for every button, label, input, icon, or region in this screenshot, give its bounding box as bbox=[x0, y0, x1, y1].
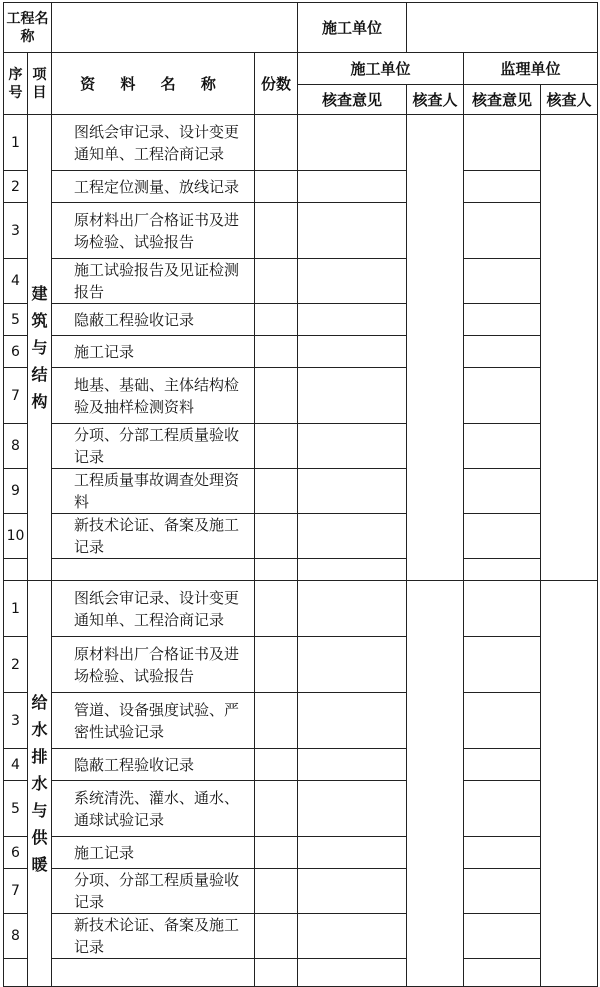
row-number: 5 bbox=[4, 781, 28, 837]
copies-cell[interactable] bbox=[255, 514, 298, 559]
opinion-cell[interactable] bbox=[298, 171, 407, 203]
sup-opinion-cell[interactable] bbox=[464, 203, 541, 259]
opinion-cell[interactable] bbox=[298, 559, 407, 581]
document-table bbox=[3, 2, 598, 987]
doc-item: 管道、设备强度试验、严密性试验记录 bbox=[52, 693, 255, 749]
copies-cell[interactable] bbox=[255, 115, 298, 171]
opinion-cell[interactable] bbox=[298, 115, 407, 171]
sup-opinion-cell[interactable] bbox=[464, 693, 541, 749]
doc-item: 施工记录 bbox=[52, 837, 255, 869]
doc-item: 隐蔽工程验收记录 bbox=[52, 304, 255, 336]
opinion-cell[interactable] bbox=[298, 424, 407, 469]
project-name-label: 工程名称 bbox=[4, 3, 52, 53]
opinion-cell[interactable] bbox=[298, 581, 407, 637]
supervision-checker-header: 核查人 bbox=[541, 85, 598, 115]
copies-cell[interactable] bbox=[255, 203, 298, 259]
sup-opinion-cell[interactable] bbox=[464, 914, 541, 959]
opinion-cell[interactable] bbox=[298, 749, 407, 781]
doc-item-empty[interactable] bbox=[52, 959, 255, 987]
row-number: 2 bbox=[4, 637, 28, 693]
construction-unit-value[interactable] bbox=[407, 3, 598, 53]
checker-cell[interactable] bbox=[407, 115, 464, 581]
row-number-empty bbox=[4, 559, 28, 581]
row-number: 9 bbox=[4, 469, 28, 514]
copies-cell[interactable] bbox=[255, 336, 298, 368]
row-number: 5 bbox=[4, 304, 28, 336]
copies-cell[interactable] bbox=[255, 837, 298, 869]
copies-cell[interactable] bbox=[255, 304, 298, 336]
construction-unit-header: 施工单位 bbox=[298, 53, 464, 85]
copies-cell[interactable] bbox=[255, 259, 298, 304]
doc-item: 工程质量事故调查处理资料 bbox=[52, 469, 255, 514]
opinion-cell[interactable] bbox=[298, 914, 407, 959]
row-number: 4 bbox=[4, 259, 28, 304]
sup-opinion-cell[interactable] bbox=[464, 581, 541, 637]
doc-item: 施工记录 bbox=[52, 336, 255, 368]
copies-header: 份数 bbox=[255, 53, 298, 115]
opinion-cell[interactable] bbox=[298, 837, 407, 869]
sup-opinion-cell[interactable] bbox=[464, 559, 541, 581]
sup-opinion-cell[interactable] bbox=[464, 336, 541, 368]
copies-cell[interactable] bbox=[255, 581, 298, 637]
copies-cell[interactable] bbox=[255, 424, 298, 469]
doc-item: 原材料出厂合格证书及进场检验、试验报告 bbox=[52, 637, 255, 693]
row-number: 1 bbox=[4, 115, 28, 171]
opinion-cell[interactable] bbox=[298, 259, 407, 304]
sup-opinion-cell[interactable] bbox=[464, 424, 541, 469]
copies-cell[interactable] bbox=[255, 914, 298, 959]
category-plumbing-heating: 给 水 排 水 与 供 暖 bbox=[28, 581, 52, 987]
row-number: 10 bbox=[4, 514, 28, 559]
category-structure: 建 筑 与 结 构 bbox=[28, 115, 52, 581]
doc-item: 分项、分部工程质量验收记录 bbox=[52, 424, 255, 469]
copies-cell[interactable] bbox=[255, 171, 298, 203]
opinion-cell[interactable] bbox=[298, 781, 407, 837]
doc-item: 新技术论证、备案及施工记录 bbox=[52, 514, 255, 559]
copies-cell[interactable] bbox=[255, 637, 298, 693]
doc-item: 图纸会审记录、设计变更通知单、工程洽商记录 bbox=[52, 581, 255, 637]
row-number: 7 bbox=[4, 869, 28, 914]
sup-opinion-cell[interactable] bbox=[464, 781, 541, 837]
seq-header: 序号 bbox=[4, 53, 28, 115]
opinion-cell[interactable] bbox=[298, 304, 407, 336]
opinion-cell[interactable] bbox=[298, 469, 407, 514]
sup-opinion-cell[interactable] bbox=[464, 171, 541, 203]
opinion-cell[interactable] bbox=[298, 637, 407, 693]
row-number: 7 bbox=[4, 368, 28, 424]
construction-unit-label: 施工单位 bbox=[298, 3, 407, 53]
sup-opinion-cell[interactable] bbox=[464, 959, 541, 987]
sup-opinion-cell[interactable] bbox=[464, 469, 541, 514]
sup-checker-cell[interactable] bbox=[541, 115, 598, 581]
doc-item: 分项、分部工程质量验收记录 bbox=[52, 869, 255, 914]
sup-opinion-cell[interactable] bbox=[464, 514, 541, 559]
doc-item: 原材料出厂合格证书及进场检验、试验报告 bbox=[52, 203, 255, 259]
doc-item-empty[interactable] bbox=[52, 559, 255, 581]
row-number: 8 bbox=[4, 424, 28, 469]
doc-item: 施工试验报告及见证检测报告 bbox=[52, 259, 255, 304]
sup-opinion-cell[interactable] bbox=[464, 869, 541, 914]
copies-cell[interactable] bbox=[255, 781, 298, 837]
opinion-cell[interactable] bbox=[298, 336, 407, 368]
row-number: 3 bbox=[4, 203, 28, 259]
row-number-empty bbox=[4, 959, 28, 987]
doc-item: 新技术论证、备案及施工记录 bbox=[52, 914, 255, 959]
copies-cell[interactable] bbox=[255, 749, 298, 781]
row-number: 4 bbox=[4, 749, 28, 781]
opinion-cell[interactable] bbox=[298, 959, 407, 987]
copies-cell[interactable] bbox=[255, 559, 298, 581]
row-number: 3 bbox=[4, 693, 28, 749]
supervision-unit-header: 监理单位 bbox=[464, 53, 598, 85]
row-number: 6 bbox=[4, 837, 28, 869]
copies-cell[interactable] bbox=[255, 368, 298, 424]
row-number: 6 bbox=[4, 336, 28, 368]
row-number: 1 bbox=[4, 581, 28, 637]
doc-item: 系统清洗、灌水、通水、通球试验记录 bbox=[52, 781, 255, 837]
copies-cell[interactable] bbox=[255, 869, 298, 914]
opinion-cell[interactable] bbox=[298, 869, 407, 914]
doc-name-header: 资 料 名 称 bbox=[52, 53, 255, 115]
row-number: 2 bbox=[4, 171, 28, 203]
copies-cell[interactable] bbox=[255, 693, 298, 749]
sup-opinion-cell[interactable] bbox=[464, 259, 541, 304]
sup-opinion-cell[interactable] bbox=[464, 837, 541, 869]
opinion-cell[interactable] bbox=[298, 368, 407, 424]
checker-header: 核查人 bbox=[407, 85, 464, 115]
project-name-value[interactable] bbox=[52, 3, 298, 53]
sup-opinion-cell[interactable] bbox=[464, 637, 541, 693]
doc-item: 地基、基础、主体结构检验及抽样检测资料 bbox=[52, 368, 255, 424]
sup-opinion-cell[interactable] bbox=[464, 368, 541, 424]
sup-opinion-cell[interactable] bbox=[464, 749, 541, 781]
opinion-cell[interactable] bbox=[298, 514, 407, 559]
check-opinion-header: 核查意见 bbox=[298, 85, 407, 115]
row-number: 8 bbox=[4, 914, 28, 959]
copies-cell[interactable] bbox=[255, 469, 298, 514]
opinion-cell[interactable] bbox=[298, 693, 407, 749]
category-header: 项目 bbox=[28, 53, 52, 115]
copies-cell[interactable] bbox=[255, 959, 298, 987]
doc-item: 图纸会审记录、设计变更通知单、工程洽商记录 bbox=[52, 115, 255, 171]
sup-opinion-cell[interactable] bbox=[464, 115, 541, 171]
supervision-check-opinion-header: 核查意见 bbox=[464, 85, 541, 115]
sup-opinion-cell[interactable] bbox=[464, 304, 541, 336]
doc-item: 隐蔽工程验收记录 bbox=[52, 749, 255, 781]
doc-item: 工程定位测量、放线记录 bbox=[52, 171, 255, 203]
opinion-cell[interactable] bbox=[298, 203, 407, 259]
